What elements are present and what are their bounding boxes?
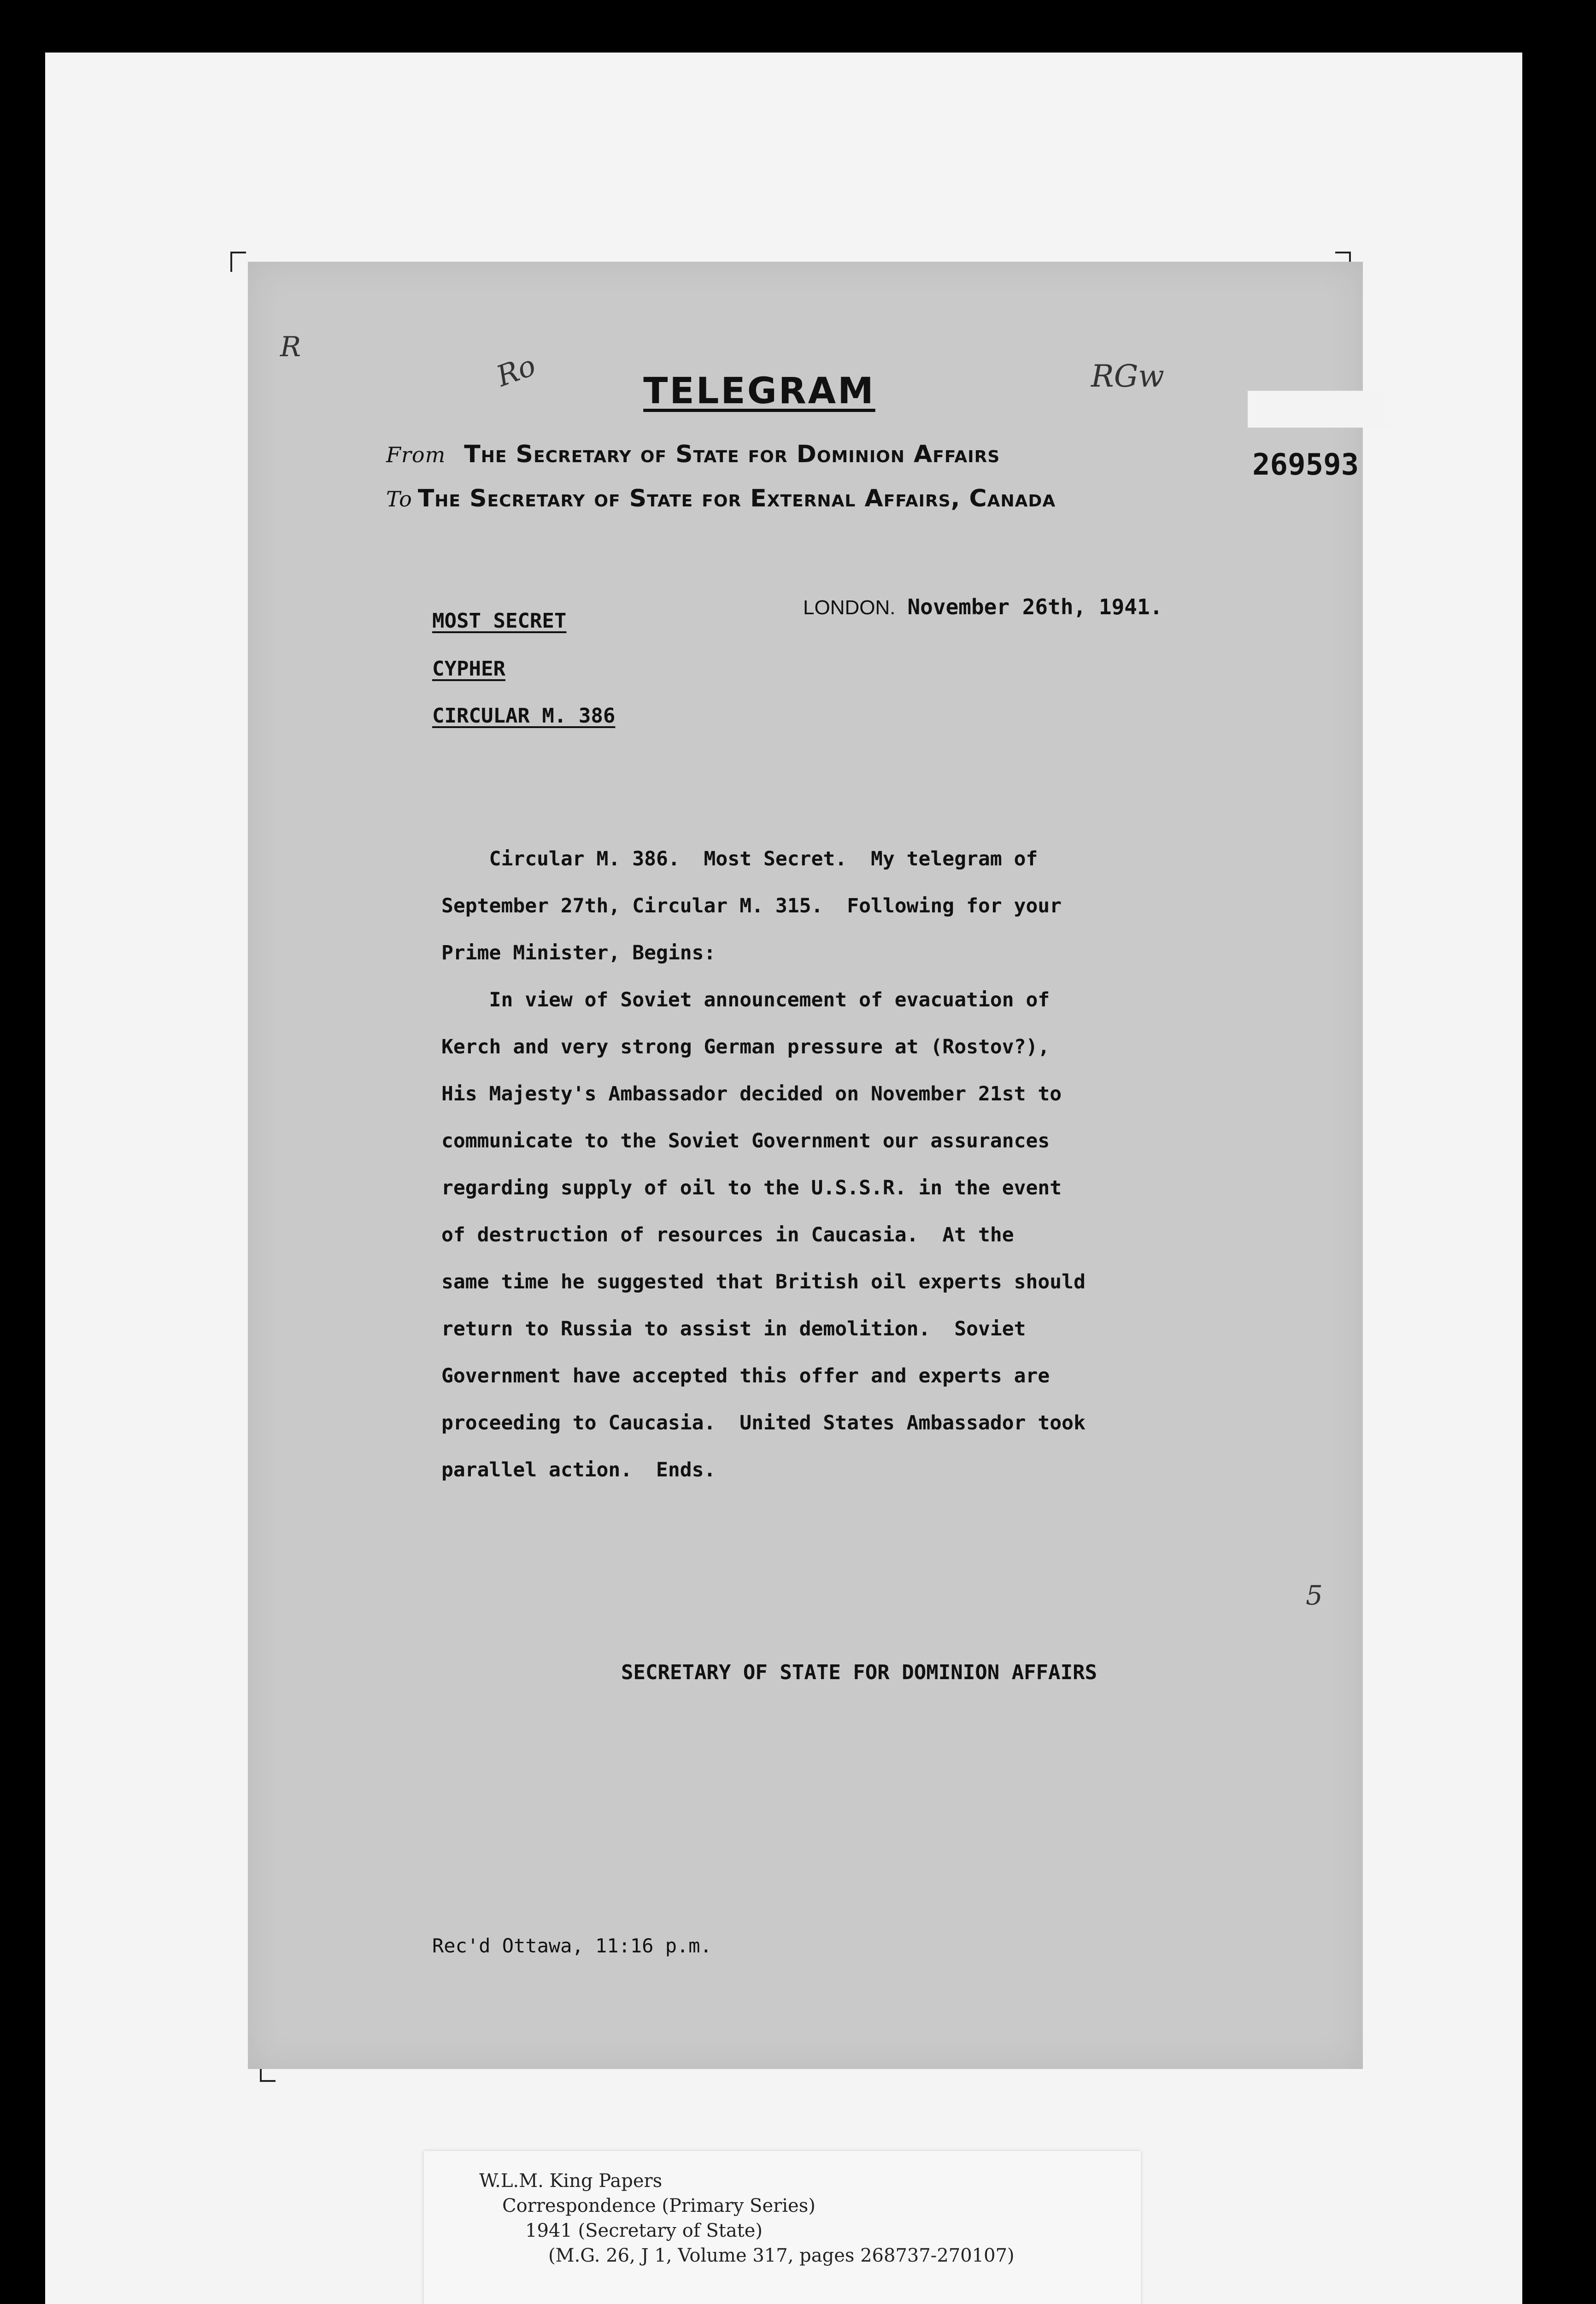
reference-label (424, 2151, 1141, 2304)
signature: SECRETARY OF STATE FOR DOMINION AFFAIRS (621, 1661, 1097, 1684)
telegram-sheet (248, 262, 1363, 2069)
body-line: same time he suggested that British oil experts should (441, 1270, 1086, 1293)
redaction-strip (1248, 391, 1391, 428)
telegram-title: TELEGRAM (643, 370, 875, 412)
body-line: Prime Minister, Begins: (441, 941, 716, 964)
body-line: Government have accepted this offer and experts are (441, 1364, 1050, 1387)
archive-mount-board (45, 53, 1522, 2304)
reference-line-2: Correspondence (Primary Series) (502, 2195, 816, 2216)
body-line: return to Russia to assist in demolition. Soviet (441, 1317, 1026, 1340)
classification-method: CYPHER (432, 657, 505, 681)
reference-line-3: 1941 (Secretary of State) (525, 2220, 763, 2241)
to-line (386, 485, 1056, 512)
body-line: September 27th, Circular M. 315. Following for your (441, 894, 1062, 917)
body-line: His Majesty's Ambassador decided on November 21st to (441, 1082, 1062, 1105)
crop-mark-top-left (230, 252, 246, 272)
from-line (386, 441, 1000, 468)
body-line: of destruction of resources in Caucasia. At the (441, 1223, 1014, 1246)
dateline-city: LONDON. (803, 596, 896, 619)
body-line: Kerch and very strong German pressure at (Rostov?), (441, 1035, 1050, 1058)
dateline-date: November 26th, 1941. (907, 594, 1163, 619)
handwritten-initials-left: Ro (492, 348, 540, 394)
body-line: In view of Soviet announcement of evacuation of (441, 988, 1050, 1011)
body-line: Circular M. 386. Most Secret. My telegram of (441, 847, 1038, 870)
body-line: parallel action. Ends. (441, 1458, 716, 1481)
file-number-stamp: 269593 (1252, 448, 1359, 482)
dateline (803, 594, 1162, 619)
handwritten-mark-r: R (280, 331, 301, 363)
classification-security: MOST SECRET (432, 609, 567, 633)
body-line: regarding supply of oil to the U.S.S.R. in the event (441, 1176, 1062, 1199)
reference-line-4: (M.G. 26, J 1, Volume 317, pages 268737-270107) (548, 2245, 1015, 2266)
message-body (441, 835, 1252, 1493)
body-line: communicate to the Soviet Government our assurances (441, 1129, 1050, 1152)
from-label: From (386, 442, 446, 467)
body-line: proceeding to Caucasia. United States Ambassador took (441, 1411, 1086, 1434)
handwritten-margin-number: 5 (1306, 1580, 1323, 1611)
handwritten-initials-right: RGw (1091, 359, 1164, 394)
received-stamp: Rec'd Ottawa, 11:16 p.m. (432, 1934, 712, 1957)
classification-circular: CIRCULAR M. 386 (432, 704, 616, 728)
to-label: To (386, 487, 412, 511)
reference-line-1: W.L.M. King Papers (479, 2170, 663, 2192)
to-text: The Secretary of State for External Affairs, Canada (417, 485, 1056, 512)
from-text: The Secretary of State for Dominion Affairs (464, 441, 1000, 468)
